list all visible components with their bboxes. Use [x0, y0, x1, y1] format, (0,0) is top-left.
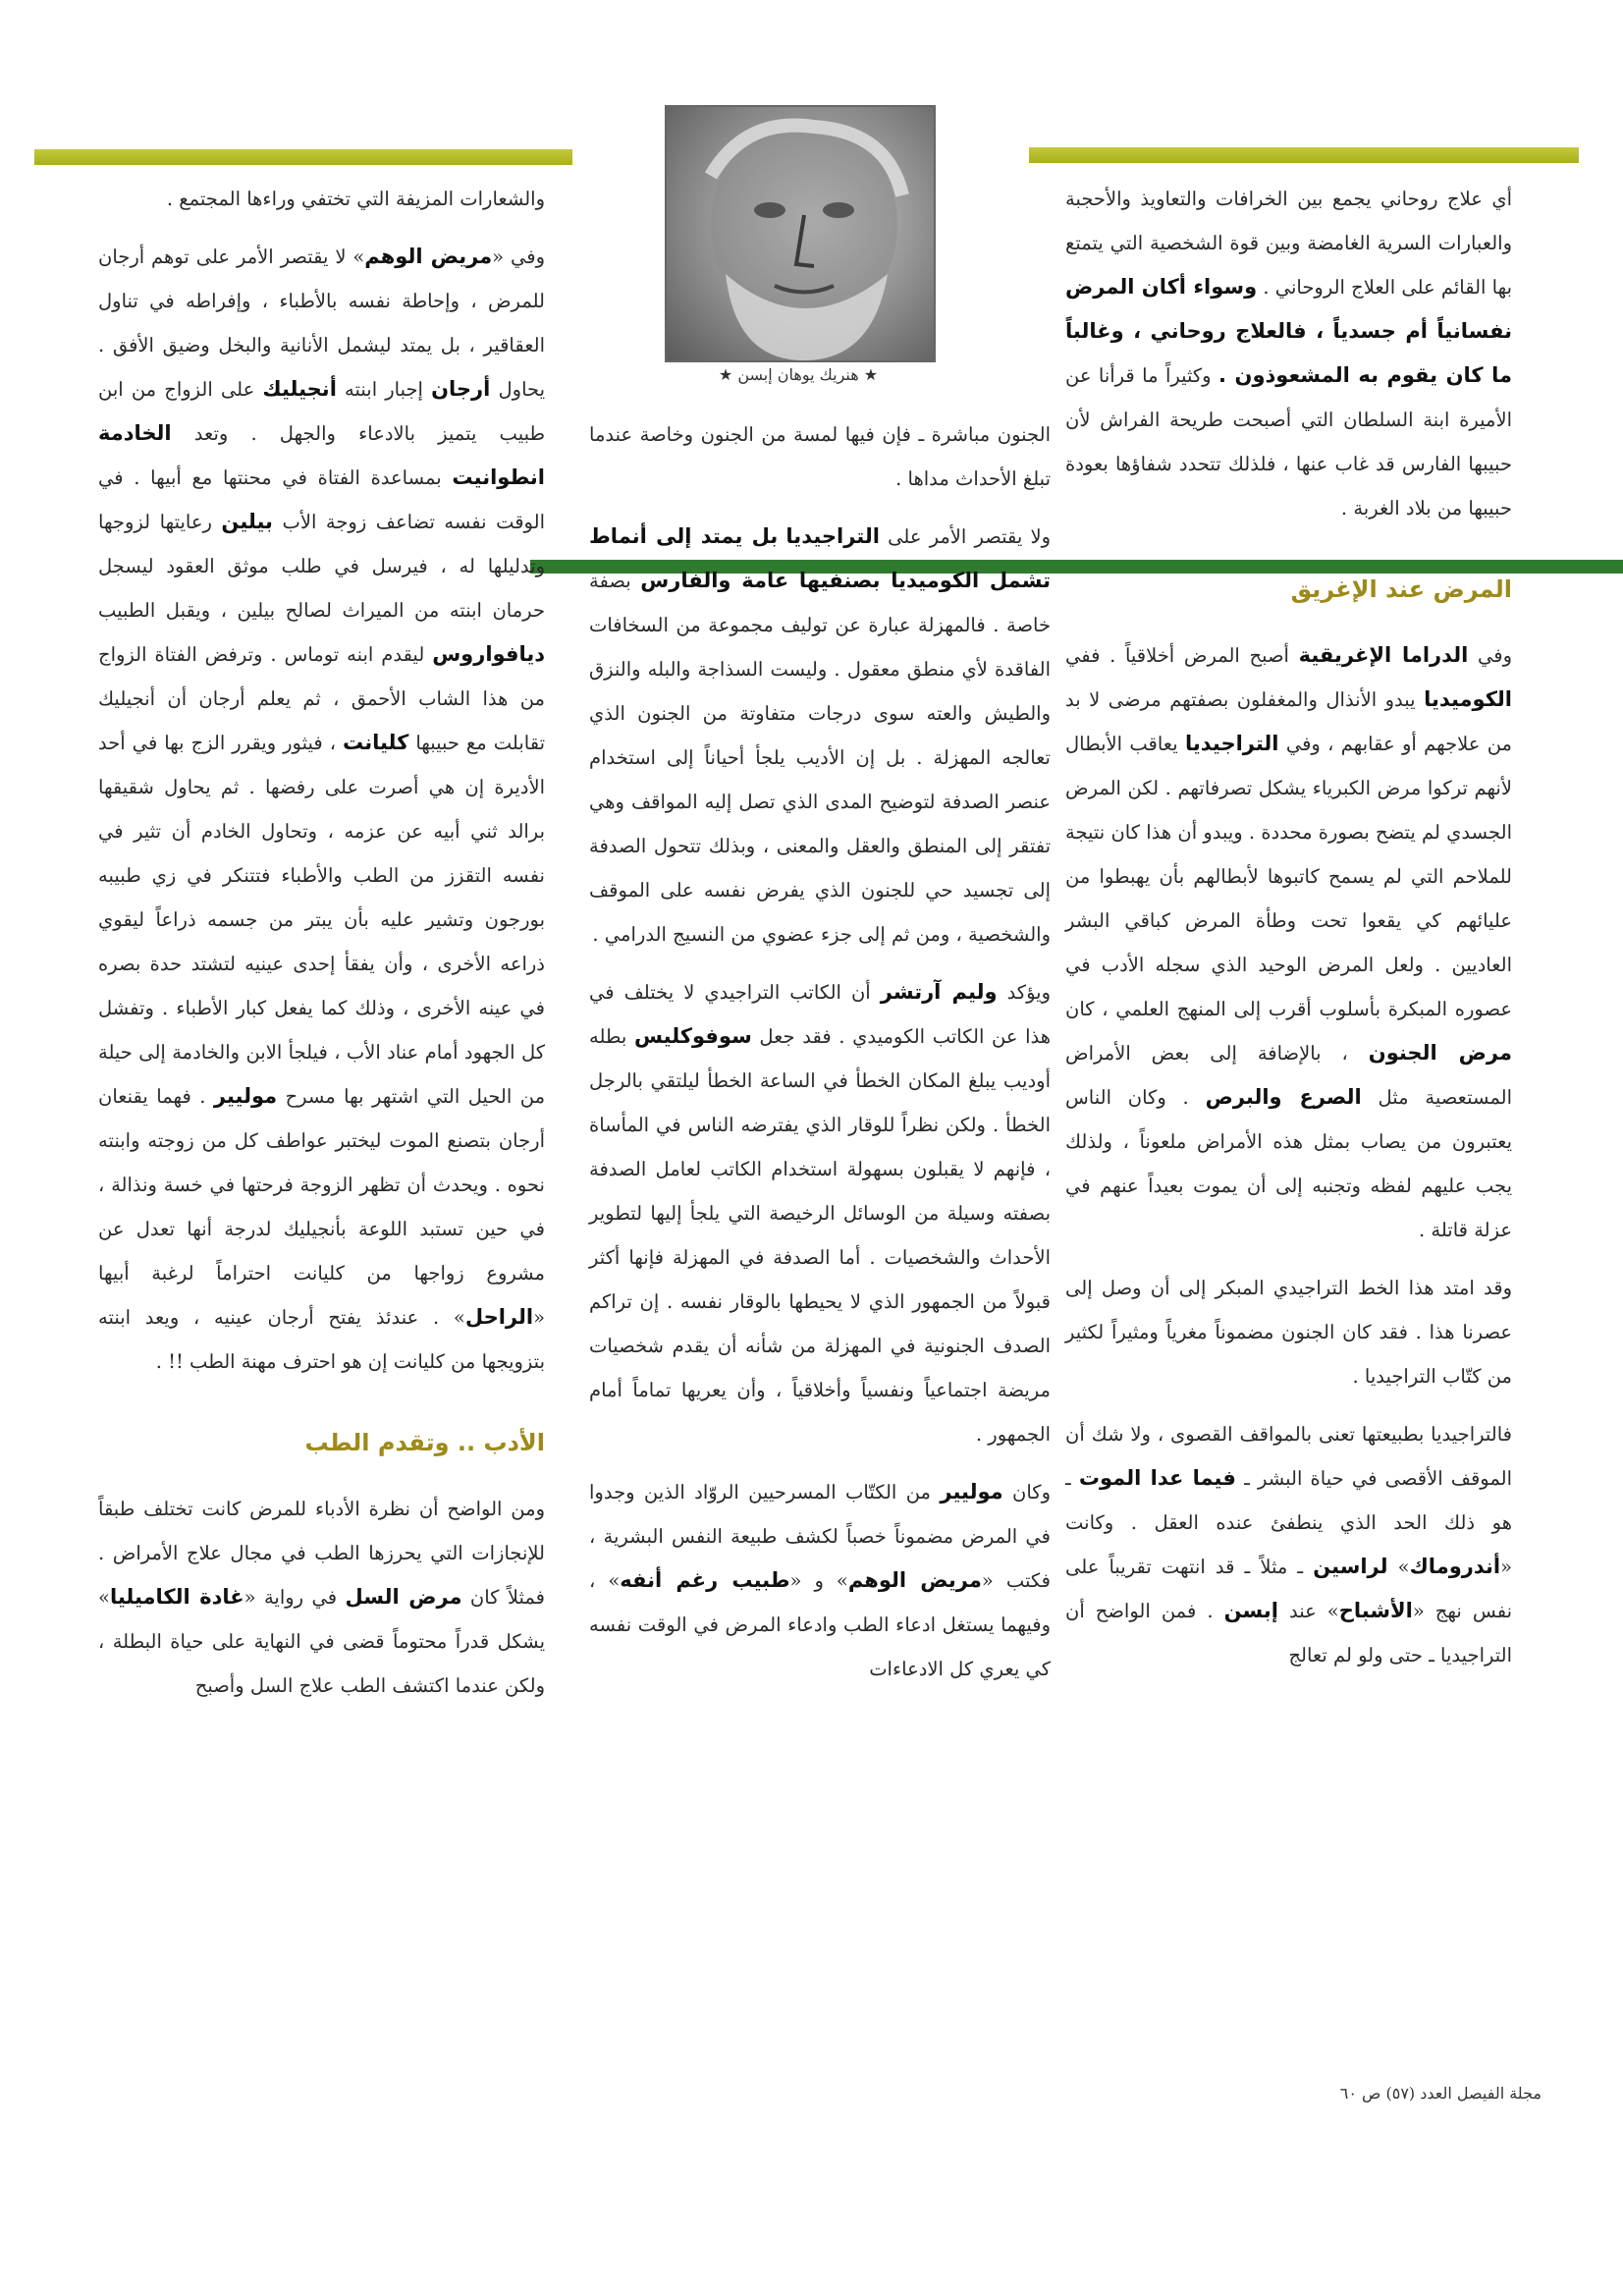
bold-phrase: سوفوكليس [633, 1024, 752, 1048]
paragraph [1065, 633, 1512, 1252]
section-heading: الأدب .. وتقدم الطب [304, 1429, 545, 1456]
bold-phrase: موليير [940, 1480, 1003, 1503]
bold-phrase: ديافواروس [432, 642, 545, 666]
paragraph [589, 970, 1051, 1456]
bold-phrase: بل يمتد إلى أنماط تشمل الكوميديا بصنفيها عامة والفارس [589, 524, 1051, 592]
paragraph [1065, 1412, 1512, 1677]
text-run: وفي [1478, 644, 1513, 667]
text-run: . فمن الواضح أن التراجيديا ـ حتى ولو لم تعالج [1065, 1600, 1512, 1667]
column-right [1065, 177, 1512, 1691]
bold-phrase: الكوميديا [1424, 687, 1512, 711]
text-run: . وكان الناس يعتبرون من يصاب بمثل هذه الأمراض ملعوناً ، ولذلك يجب عليهم لفظه وتجنبه إلى أن يموت بعيداً عنهم في عزلة قاتلة . [1065, 1086, 1512, 1241]
text-run: إجبار ابنته [345, 378, 423, 401]
bold-phrase: أندروماك [1409, 1555, 1501, 1578]
paragraph [589, 1470, 1051, 1691]
text-run: وفي « [492, 246, 545, 268]
bold-phrase: إبسن [1223, 1599, 1278, 1622]
text-run: يعاقب الأبطال لأنهم تركوا مرض الكبرياء يشكل تصرفاتهم . لكن المرض الجسدي لم يتضح بصورة محددة . ويبدو أن هذا كان نتيجة للملاحم التي لم يسمح كاتبوها لأبطالهم بأن يهبطوا من عليائهم كي يقعوا تحت وطأة المرض كباقي البشر العاديين . ولعل المرض الوحيد الذي سجله الأدب في عصوره المبكرة بأسلوب أقرب إلى المنهج العلمي ، كان [1065, 733, 1512, 1020]
text-run: » لا يقتصر الأمر على توهم أرجان للمرض ، وإحاطة نفسه بالأطباء ، وإفراطه في تناول العقاقير ، بل يمتد ليشمل الأنانية والبخل وضيق الأفق . يحاول [98, 246, 546, 401]
bold-phrase: وسواء أكان المرض نفسانياً أم جسدياً ، فالعلاج روحاني ، وغالباً ما كان يقوم به المشعوذون . [1065, 275, 1512, 387]
paragraph [1065, 177, 1512, 530]
bold-phrase: لراسين [1313, 1555, 1388, 1578]
text-run: بصفة خاصة . فالمهزلة عبارة عن توليف مجموعة من السخافات الفاقدة لأي منطق معقول . وليست السذاجة والبله والنزق والطيش والعته سوى درجات متفاوتة من الجنون الذي تعالجه المهزلة . بل إن الأديب يلجأ أحياناً إلى استخدام عنصر الصدفة لتوضيح المدى الذي تصل إليه المواقف وهي تفتقر إلى المنطق والعقل والمعنى ، وبذلك تتحول الصدفة إلى تجسيد حي للجنون الذي يفرض نفسه على الموقف والشخصية ، ومن ثم إلى جزء عضوي من النسيج الدرامي . [589, 570, 1051, 946]
bold-phrase: وليم آرتشر [880, 980, 998, 1004]
text-run: ومن الواضح أن نظرة الأدباء للمرض كانت تختلف طبقاً للإنجازات التي يحرزها الطب في مجال علاج الأمراض . فمثلاً كان [98, 1498, 545, 1609]
bold-phrase: الراحل [464, 1305, 534, 1329]
text-run: » . عندئذ يفتح أرجان عينيه ، ويعد ابنته بتزويجها من كليانت إن هو احترف مهنة الطب !! . [98, 1306, 545, 1373]
text-run: » و « [789, 1569, 848, 1592]
bold-phrase: التراجيديا [1184, 732, 1279, 755]
text-run: فالتراجيديا بطبيعتها تعنى بالمواقف القصوى ، ولا شك أن الموقف الأقصى في حياة البشر ـ [1065, 1423, 1513, 1490]
bold-phrase: طبيب رغم أنفه [620, 1568, 790, 1592]
text-run: أن الكاتب التراجيدي لا يختلف في هذا عن الكاتب الكوميدي . فقد جعل [589, 981, 1052, 1048]
bold-phrase: الصرع والبرص [1205, 1085, 1362, 1109]
text-run: بطله أوديب يبلغ المكان الخطأ في الساعة الخطأ ليلتقي بالرجل الخطأ . ولكن نظراً للوقار الذي يفترضه الناس في المأساة ، فإنهم لا يقبلون بسهولة استخدام الكاتب لعامل الصدفة بصفته وسيلة من الوسائل الرخيصة التي يلجأ إليها لتطوير الأحداث والشخصيات . أما الصدفة في المهزلة فإنها أكثر قبولاً من الجمهور الذي لا يحيطها بالوقار نفسه . إن تراكم الصدف الجنونية في المهزلة من شأنه أن يقدم شخصيات مريضة اجتماعياً ونفسياً وأخلاقياً ، وأن يعريها تماماً أمام الجمهور . [589, 1025, 1051, 1446]
header-bar-left [34, 149, 572, 165]
paragraph: وقد امتد هذا الخط التراجيدي المبكر إلى أن وصل إلى عصرنا هذا . فقد كان الجنون مضموناً مغرياً ومثيراً لكثير من كتّاب التراجيديا . [1065, 1277, 1512, 1388]
bold-phrase: أنجيليك [262, 377, 337, 401]
paragraph: والشعارات المزيفة التي تختفي وراءها المجتمع . [166, 188, 545, 210]
bold-phrase: غادة الكاميليا [109, 1585, 244, 1609]
text-run: على الزواج من ابن طبيب يتميز بالادعاء والجهل . وتعد [98, 378, 545, 445]
text-run: ، فيثور ويقرر الزج بها في أحد الأديرة إن هي أصرت على رفضها . ثم يحاول شقيقها برالد ثني أبيه عن عزمه ، وتحاول الخادم أن تثير في نفسه التقزز من الطب والأطباء فتتنكر في زي طبيبه بورجون وتشير عليه بأن يبتر من جسمه ذراعاً ليقوي ذراعه الأخرى ، وأن يفقأ إحدى عينيه لتشتد حدة بصره في عينه الأخرى ، وذلك كما يفعل كبار الأطباء . وتفشل كل الجهود أمام عناد الأب ، فيلجأ الابن والخادمة إلى حيلة من الحيل التي اشتهر بها مسرح [98, 732, 546, 1108]
paragraph [589, 515, 1051, 957]
page-footer: مجلة الفيصل العدد (٥٧) ص ٦٠ [1339, 2084, 1542, 2103]
text-run: من الكتّاب المسرحيين الروّاد الذين وجدوا في المرض مضموناً خصباً لكشف طبيعة النفس البشرية ، فكتب « [589, 1481, 1051, 1592]
paragraph [98, 1487, 545, 1708]
text-run: رعايتها لزوجها وتدليلها له ، فيرسل في طلب موثق العقود ليسجل حرمان ابنته من الميراث لصالح بيلين ، ويقبل الطبيب [98, 511, 545, 622]
text-run: » عند [1289, 1600, 1339, 1622]
bold-phrase: أرجان [431, 377, 491, 401]
text-run: » ، وفيهما يستغل ادعاء الطب وادعاء المرض في الوقت نفسه كي يعري كل الادعاءات [589, 1569, 1051, 1680]
bold-phrase: موليير [213, 1084, 278, 1108]
text-run: بمساعدة الفتاة في محنتها مع أبيها . في الوقت نفسه تضاعف زوجة الأب [98, 466, 545, 533]
bold-phrase: الدراما الإغريقية [1298, 643, 1469, 667]
bold-phrase: مرض الجنون [1368, 1041, 1512, 1065]
text-run: ـ هو ذلك الحد الذي ينطفئ عنده العقل . وكانت « [1065, 1467, 1512, 1578]
text-run: وكثيراً ما قرأنا عن الأميرة ابنة السلطان التي أصبحت طريحة الفراش لأن حبيبها الفارس قد غاب عنها ، فلذلك تتحدد شفاؤها بعودة حبيبها من بلاد الغربة . [1065, 364, 1512, 519]
bold-phrase: كليانت [342, 731, 409, 754]
text-run: وكان [1012, 1481, 1052, 1503]
portrait-image [667, 107, 934, 360]
bold-phrase: مرض السل [345, 1585, 462, 1609]
bold-phrase: فيما عدا الموت [1078, 1466, 1236, 1490]
paragraph: الجنون مباشرة ـ فإن فيها لمسة من الجنون وخاصة عندما تبلغ الأحداث مداها . [589, 423, 1051, 490]
bold-phrase: التراجيديا [785, 524, 880, 548]
text-run: ليقدم ابنه توماس . وترفض الفتاة الزواج من هذا الشاب الأحمق ، ثم يعلم أرجان أن أنجيليك تقابلت مع حبيبها [98, 643, 545, 754]
text-run: ـ مثلاً ـ قد انتهت تقريباً على نفس نهج « [1065, 1556, 1513, 1622]
text-run: ولا يقتصر الأمر على [888, 525, 1052, 548]
header-bar-right [1029, 147, 1579, 163]
text-run: ويؤكد [1006, 981, 1051, 1004]
column-middle [589, 412, 1051, 1705]
text-run: » [1397, 1556, 1410, 1578]
paragraph [98, 235, 545, 1384]
bold-phrase: مريض الوهم [847, 1568, 982, 1592]
bold-phrase: مريض الوهم [364, 245, 493, 268]
bold-phrase: الخادمة انطوانيت [98, 421, 545, 489]
text-run: أي علاج روحاني يجمع بين الخرافات والتعاويذ والأحجبة والعبارات السرية الغامضة وبين قوة الشخصية التي يتمتع بها القائم على العلاج الروحاني . [1065, 188, 1512, 299]
text-run: في رواية « [243, 1586, 338, 1609]
bold-phrase: الأشباح [1338, 1599, 1413, 1622]
text-run: أصبح المرض أخلاقياً . ففي [1065, 644, 1289, 667]
text-run: . فهما يقنعان أرجان بتصنع الموت ليختبر عواطف كل من زوجته وابنته نحوه . ويحدث أن تظهر الزوجة فرحتها في خسة ونذالة ، في حين تستبد اللوعة بأنجيليك لدرجة أنها تعدل عن مشروع زواجها من كليانت احتراماً لرغبة أبيها « [98, 1085, 545, 1329]
column-left [98, 177, 545, 1722]
portrait-photo [665, 105, 936, 362]
bold-phrase: بيلين [221, 510, 273, 533]
text-run: يبدو الأنذال والمغفلون بصفتهم مرضى لا بد من علاجهم أو عقابهم ، وفي [1065, 688, 1513, 755]
photo-caption: ★ هنريك يوهان إبسن ★ [718, 365, 879, 384]
text-run: » يشكل قدراً محتوماً قضى في النهاية على حياة البطلة ، ولكن عندما اكتشف الطب علاج السل وأصبح [98, 1586, 545, 1697]
section-heading: المرض عند الإغريق [1290, 575, 1512, 603]
text-run: ، بالإضافة إلى بعض الأمراض المستعصية مثل [1065, 1042, 1512, 1109]
